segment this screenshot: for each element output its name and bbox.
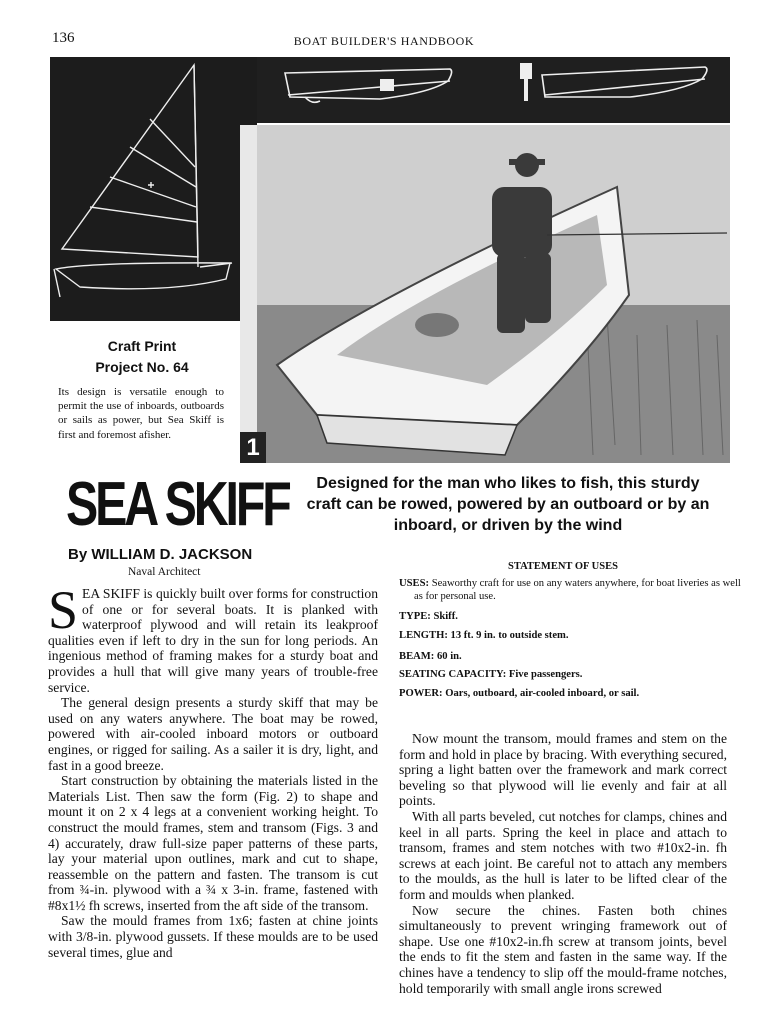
sail-plan-svg	[50, 57, 257, 321]
type-value: Skiff.	[433, 611, 458, 622]
paragraph: With all parts beveled, cut notches for clamps, chines and keel in all parts. Spring the keel in place and attach to transom, frames and stem notches with two #10x2-in. fh screws at each joint. Be careful not to attach any members to the moulds, as the hull is later to be lifted clear of the form and moulds when planked.	[399, 808, 727, 902]
beam-row	[399, 650, 727, 663]
paragraph: Now mount the transom, mould frames and stem on the form and hold in place by bracing. With everything secured, spring a light batten over the framework and mark correct beveling so that plywood will lie evenly and fair at all points.	[399, 731, 727, 809]
figure-number: 1	[240, 432, 266, 463]
uses-label: USES:	[399, 578, 430, 589]
boat-photo-svg	[257, 125, 730, 463]
sail-plan-drawing	[50, 57, 257, 321]
beam-value: 60 in.	[436, 651, 462, 662]
seating-value: Five passengers.	[508, 669, 583, 680]
seating-row	[399, 668, 727, 681]
uses-row	[399, 577, 742, 603]
running-head: BOAT BUILDER'S HANDBOOK	[293, 34, 475, 48]
article-subtitle: Designed for the man who likes to fish, this sturdy craft can be rowed, powered by an outboard or by an inboard, or driven by the wind	[306, 475, 710, 534]
length-row	[399, 629, 727, 642]
paragraph-text: EA SKIFF is quickly built over forms for construction of one or for several boats. It is planked with waterproof plywood and will retain its leakproof qualities even if left to dry in the sun for long periods. An ingenious method of framing makes for a sturdy boat and provides a hull that will give many years of trouble-free service.	[48, 586, 378, 695]
length-label: LENGTH:	[399, 630, 448, 641]
type-label: TYPE:	[399, 611, 431, 622]
length-value: 13 ft. 9 in. to outside stem.	[450, 630, 569, 641]
seating-label: SEATING CAPACITY:	[399, 669, 507, 680]
paragraph	[48, 580, 378, 695]
paragraph: Now secure the chines. Fasten both chines simultaneously to prevent wringing framework out of shape. Use one #10x2-in.fh screw at transom joints, bevel the ends to fit the stem and fasten in the same way. If the chines have a tendency to slip off the mould-frame notches, hold temporarily with small angle irons screwed	[399, 902, 727, 996]
power-value: Oars, outboard, air-cooled inboard, or sail.	[445, 688, 640, 699]
drop-cap: S	[48, 580, 79, 640]
page-number: 136	[52, 30, 75, 46]
craft-print-label: Craft Print	[107, 338, 177, 354]
author-role: Naval Architect	[128, 566, 201, 578]
paragraph: The general design presents a sturdy skiff that may be used on any waters anywhere. The boat may be rowed, powered with air-cooled inboard motors or outboard engines, or rigged for sailing. As a sailer it is dry, light, and fast in a good breeze.	[48, 695, 378, 773]
type-row	[399, 610, 727, 623]
power-label: POWER:	[399, 688, 443, 699]
power-row	[399, 687, 727, 700]
project-number: Project No. 64	[95, 359, 189, 375]
right-column	[399, 731, 727, 996]
paragraph: Saw the mould frames from 1x6; fasten at chine joints with 3/8-in. plywood gussets. If these moulds are to be used several times, glue and	[48, 913, 378, 960]
statement-heading: STATEMENT OF USES	[508, 561, 618, 572]
author-byline: By WILLIAM D. JACKSON	[68, 546, 253, 563]
left-column	[48, 580, 378, 960]
figure-caption: Its design is versatile enough to permit the use of inboards, outboards or sails as power, but Sea Skiff is first and foremost afisher.	[58, 386, 224, 441]
article-title: SEA SKIFF	[66, 470, 289, 539]
uses-value: Seaworthy craft for use on any waters anywhere, for boat liveries as well as for personal use.	[414, 578, 741, 602]
paragraph: Start construction by obtaining the materials listed in the Materials List. Then saw the form (Fig. 2) to shape and mount it on 2 x 4 legs at a convenient working height. To construct the mould frames, stem and transom (Figs. 3 and 4) accurately, draw full-size paper patterns of these parts, lay your material upon outlines, mark and cut to shape, reassemble on the pattern and fasten. The transom is cut from ¾-in. plywood with a ¾ x 3-in. frame, fastened with #8x1½ fh screws, inserted from the aft side of the transom.	[48, 773, 378, 913]
boat-photo	[257, 125, 730, 463]
beam-label: BEAM:	[399, 651, 435, 662]
photo-margin	[240, 125, 257, 463]
